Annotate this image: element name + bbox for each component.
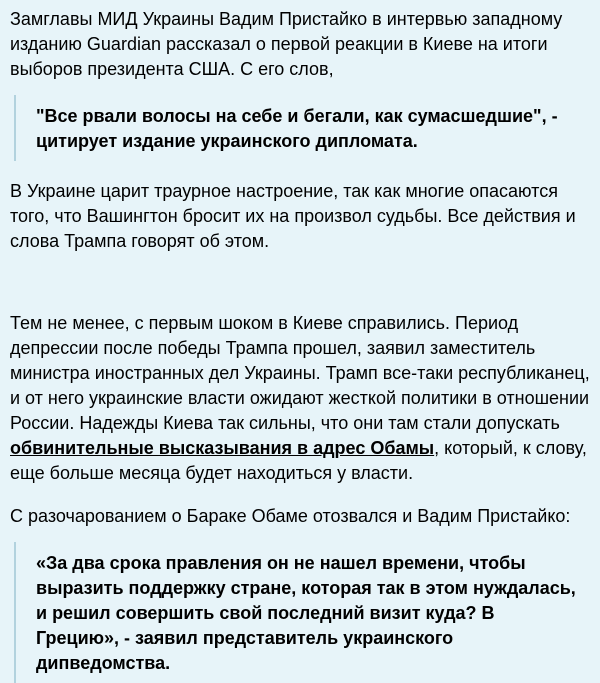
article-body [10,7,590,683]
quote-1-text: "Все рвали волосы на себе и бегали, как сумасшедшие", - цитирует издание украинского дипломата. [36,106,558,151]
analysis-text-after-link: , который, к слову, еще больше месяца будет находиться у власти. [10,438,587,483]
intro-paragraph: Замглавы МИД Украины Вадим Пристайко в интервью западному изданию Guardian рассказал о первой реакции в Киеве на итоги выборов президента США. С его слов, [10,9,563,79]
prystaiko-lead-paragraph: С разочарованием о Бараке Обаме отозвался и Вадим Пристайко: [10,506,571,526]
quote-block-1 [14,95,590,161]
quote-block-2 [14,542,590,683]
mood-paragraph: В Украине царит траурное настроение, так как многие опасаются того, что Вашингтон бросит их на произвол судьбы. Все действия и слова Трампа говорят об этом. [10,181,576,251]
quote-2-text: «За два срока правления он не нашел времени, чтобы выразить поддержку стране, которая так в этом нуждалась, и решил совершить свой последний визит куда? В Грецию», - заявил представитель украинского дипведомства. [36,553,576,673]
obama-accusations-link[interactable]: обвинительные высказывания в адрес Обамы [10,438,435,458]
analysis-paragraph [10,311,590,486]
analysis-text-before-link: Тем не менее, с первым шоком в Киеве справились. Период депрессии после победы Трампа прошел, заявил заместитель министра иностранных дел Украины. Трамп все-таки республиканец, и от него украинские власти ожидают жесткой политики в отношении России. Надежды Киева так сильны, что они там стали допускать [10,313,590,433]
